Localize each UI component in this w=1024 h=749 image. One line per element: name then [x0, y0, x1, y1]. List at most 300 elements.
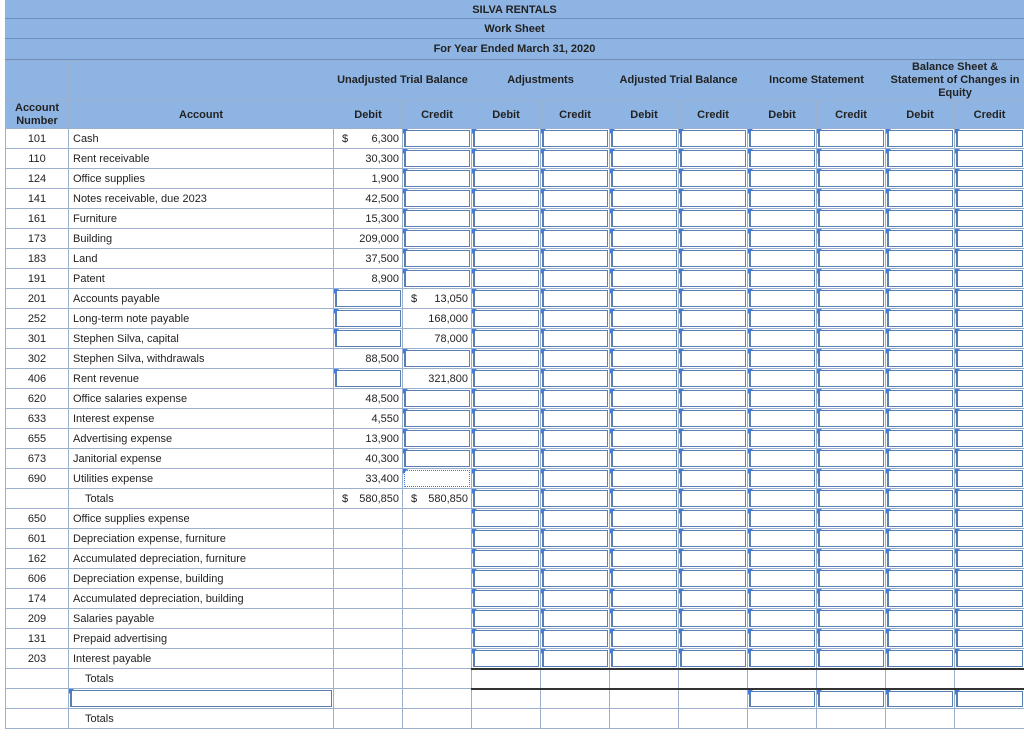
debit-input[interactable]: [472, 449, 541, 469]
credit-input[interactable]: [817, 509, 886, 529]
credit-input[interactable]: [817, 309, 886, 329]
utb-credit-input[interactable]: [403, 429, 472, 449]
debit-input[interactable]: [886, 449, 955, 469]
account-name: Rent revenue: [69, 369, 334, 389]
credit-input[interactable]: [955, 189, 1024, 209]
utb-credit-input[interactable]: [403, 189, 472, 209]
debit-input[interactable]: [748, 569, 817, 589]
debit-input[interactable]: [610, 469, 679, 489]
debit-input[interactable]: [472, 589, 541, 609]
debit-input[interactable]: [610, 189, 679, 209]
utb-credit-input[interactable]: [403, 409, 472, 429]
credit-input[interactable]: [955, 689, 1024, 709]
debit-input[interactable]: [748, 409, 817, 429]
debit-input[interactable]: [610, 529, 679, 549]
credit-input[interactable]: [679, 589, 748, 609]
credit-input[interactable]: [817, 589, 886, 609]
debit-input[interactable]: [610, 409, 679, 429]
debit-input[interactable]: [748, 389, 817, 409]
blank-cell: [403, 629, 472, 649]
table-row: [6, 569, 1024, 589]
credit-input[interactable]: [541, 469, 610, 489]
credit-input[interactable]: [955, 549, 1024, 569]
total-cell: [679, 669, 748, 689]
account-name: Advertising expense: [69, 429, 334, 449]
debit-input[interactable]: [472, 369, 541, 389]
debit-input[interactable]: [472, 129, 541, 149]
credit-input[interactable]: [817, 689, 886, 709]
total-cell: [886, 669, 955, 689]
credit-input[interactable]: [541, 329, 610, 349]
account-number: 131: [6, 629, 69, 649]
credit-input[interactable]: [817, 469, 886, 489]
debit-input[interactable]: [610, 629, 679, 649]
total-cell: [610, 669, 679, 689]
debit-input[interactable]: [748, 309, 817, 329]
total-cell: [817, 669, 886, 689]
utb-debit: [334, 349, 403, 369]
debit-input[interactable]: [472, 269, 541, 289]
credit-input[interactable]: [817, 169, 886, 189]
debit-input[interactable]: [610, 429, 679, 449]
debit-input[interactable]: [886, 529, 955, 549]
utb-credit-input[interactable]: [403, 269, 472, 289]
debit-input[interactable]: [610, 609, 679, 629]
credit-input[interactable]: [955, 589, 1024, 609]
debit-input[interactable]: [472, 349, 541, 369]
debit-input[interactable]: [610, 589, 679, 609]
credit-input[interactable]: [679, 329, 748, 349]
credit-input[interactable]: [679, 389, 748, 409]
debit-input[interactable]: [886, 249, 955, 269]
debit-input[interactable]: [472, 549, 541, 569]
credit-input[interactable]: [817, 129, 886, 149]
credit-input[interactable]: [541, 389, 610, 409]
blank-cell: [403, 609, 472, 629]
debit-input[interactable]: [610, 329, 679, 349]
debit-input[interactable]: [610, 289, 679, 309]
credit-input[interactable]: [955, 449, 1024, 469]
utb-debit: [334, 149, 403, 169]
credit-input[interactable]: [679, 149, 748, 169]
utb-credit-input[interactable]: [403, 469, 472, 489]
credit-input[interactable]: [817, 549, 886, 569]
credit-input[interactable]: [679, 289, 748, 309]
credit-header: Credit: [679, 101, 748, 129]
debit-input[interactable]: [748, 229, 817, 249]
credit-input[interactable]: [817, 189, 886, 209]
credit-input[interactable]: [955, 309, 1024, 329]
credit-input[interactable]: [817, 229, 886, 249]
debit-input[interactable]: [472, 209, 541, 229]
debit-input[interactable]: [748, 549, 817, 569]
credit-input[interactable]: [541, 129, 610, 149]
debit-input[interactable]: [748, 429, 817, 449]
debit-input[interactable]: [610, 169, 679, 189]
blank-cell: [679, 689, 748, 709]
debit-input[interactable]: [748, 349, 817, 369]
credit-input[interactable]: [679, 549, 748, 569]
debit-input[interactable]: [886, 309, 955, 329]
credit-input[interactable]: [679, 369, 748, 389]
credit-input[interactable]: [817, 269, 886, 289]
credit-input[interactable]: [955, 249, 1024, 269]
utb-debit: [334, 389, 403, 409]
blank-cell: [334, 549, 403, 569]
credit-input[interactable]: [955, 269, 1024, 289]
credit-input[interactable]: [955, 329, 1024, 349]
credit-input[interactable]: [541, 489, 610, 509]
debit-input[interactable]: [610, 569, 679, 589]
credit-input[interactable]: [679, 489, 748, 509]
credit-input[interactable]: [679, 409, 748, 429]
credit-input[interactable]: [817, 249, 886, 269]
debit-input[interactable]: [748, 609, 817, 629]
credit-input[interactable]: [817, 529, 886, 549]
credit-input[interactable]: [955, 469, 1024, 489]
credit-input[interactable]: [955, 149, 1024, 169]
debit-input[interactable]: [886, 429, 955, 449]
credit-input[interactable]: [541, 449, 610, 469]
debit-input[interactable]: [748, 249, 817, 269]
blank-cell: [403, 589, 472, 609]
debit-input[interactable]: [886, 329, 955, 349]
utb-credit-input[interactable]: [403, 349, 472, 369]
account-number: 174: [6, 589, 69, 609]
account-number: 606: [6, 569, 69, 589]
credit-input[interactable]: [679, 469, 748, 489]
account-name: Land: [69, 249, 334, 269]
debit-input[interactable]: [748, 469, 817, 489]
debit-input[interactable]: [886, 289, 955, 309]
credit-input[interactable]: [817, 569, 886, 589]
group-header: Adjusted Trial Balance: [610, 61, 748, 101]
debit-input[interactable]: [472, 429, 541, 449]
credit-input[interactable]: [679, 609, 748, 629]
debit-input[interactable]: [472, 569, 541, 589]
blank-cell: [334, 529, 403, 549]
account-name: Office supplies: [69, 169, 334, 189]
credit-input[interactable]: [541, 509, 610, 529]
debit-input[interactable]: [472, 509, 541, 529]
utb-debit: [334, 249, 403, 269]
credit-input[interactable]: [541, 209, 610, 229]
credit-input[interactable]: [679, 169, 748, 189]
credit-input[interactable]: [679, 349, 748, 369]
debit-input[interactable]: [610, 349, 679, 369]
credit-input[interactable]: [541, 629, 610, 649]
blank-cell: [403, 649, 472, 669]
debit-input[interactable]: [886, 609, 955, 629]
utb-debit: [334, 189, 403, 209]
credit-input[interactable]: [541, 569, 610, 589]
utb-credit-input[interactable]: [403, 249, 472, 269]
credit-input[interactable]: [955, 529, 1024, 549]
amount: 209,000: [359, 232, 399, 245]
blank-cell: [6, 489, 69, 509]
debit-input[interactable]: [886, 209, 955, 229]
account-number: 633: [6, 409, 69, 429]
debit-input[interactable]: [610, 129, 679, 149]
credit-input[interactable]: [817, 629, 886, 649]
debit-input[interactable]: [886, 129, 955, 149]
debit-input[interactable]: [748, 689, 817, 709]
credit-input[interactable]: [955, 289, 1024, 309]
credit-input[interactable]: [679, 429, 748, 449]
account-name: Office supplies expense: [69, 509, 334, 529]
account-name: Interest expense: [69, 409, 334, 429]
debit-input[interactable]: [886, 409, 955, 429]
credit-input[interactable]: [955, 349, 1024, 369]
debit-input[interactable]: [610, 649, 679, 669]
credit-input[interactable]: [541, 429, 610, 449]
debit-input[interactable]: [472, 409, 541, 429]
account-name: Stephen Silva, capital: [69, 329, 334, 349]
blank-cell: [6, 669, 69, 689]
blank-cell: [6, 709, 69, 729]
credit-input[interactable]: [817, 649, 886, 669]
credit-input[interactable]: [817, 409, 886, 429]
credit-input[interactable]: [955, 129, 1024, 149]
debit-input[interactable]: [472, 189, 541, 209]
credit-input[interactable]: [541, 289, 610, 309]
debit-input[interactable]: [748, 169, 817, 189]
utb-debit-input[interactable]: [334, 369, 403, 389]
credit-input[interactable]: [541, 309, 610, 329]
credit-input[interactable]: [955, 209, 1024, 229]
credit-input[interactable]: [817, 449, 886, 469]
table-row: [6, 549, 1024, 569]
credit-input[interactable]: [679, 569, 748, 589]
debit-input[interactable]: [886, 629, 955, 649]
credit-input[interactable]: [679, 449, 748, 469]
credit-input[interactable]: [955, 629, 1024, 649]
debit-input[interactable]: [472, 229, 541, 249]
credit-input[interactable]: [817, 349, 886, 369]
credit-input[interactable]: [541, 549, 610, 569]
table-row: [6, 649, 1024, 669]
table-row: [6, 389, 1024, 409]
debit-input[interactable]: [610, 149, 679, 169]
debit-input[interactable]: [748, 269, 817, 289]
credit-input[interactable]: [541, 249, 610, 269]
debit-input[interactable]: [610, 449, 679, 469]
debit-input[interactable]: [472, 329, 541, 349]
debit-input[interactable]: [610, 269, 679, 289]
account-name: Accounts payable: [69, 289, 334, 309]
debit-input[interactable]: [610, 249, 679, 269]
credit-input[interactable]: [541, 609, 610, 629]
credit-input[interactable]: [955, 569, 1024, 589]
debit-input[interactable]: [748, 149, 817, 169]
account-number: 173: [6, 229, 69, 249]
credit-input[interactable]: [817, 429, 886, 449]
credit-input[interactable]: [541, 409, 610, 429]
credit-input[interactable]: [955, 489, 1024, 509]
credit-input[interactable]: [955, 169, 1024, 189]
credit-input[interactable]: [679, 189, 748, 209]
debit-input[interactable]: [472, 309, 541, 329]
credit-input[interactable]: [955, 509, 1024, 529]
utb-debit-input[interactable]: [334, 329, 403, 349]
debit-input[interactable]: [472, 629, 541, 649]
debit-input[interactable]: [886, 489, 955, 509]
utb-debit: [334, 429, 403, 449]
credit-input[interactable]: [679, 309, 748, 329]
credit-input[interactable]: [679, 649, 748, 669]
debit-input[interactable]: [748, 129, 817, 149]
debit-input[interactable]: [886, 389, 955, 409]
credit-input[interactable]: [541, 189, 610, 209]
credit-input[interactable]: [541, 169, 610, 189]
amount: 1,900: [371, 172, 399, 185]
credit-input[interactable]: [817, 289, 886, 309]
utb-debit-input[interactable]: [334, 289, 403, 309]
debit-input[interactable]: [610, 549, 679, 569]
credit-input[interactable]: [955, 389, 1024, 409]
final-total-cell: [886, 709, 955, 729]
credit-input[interactable]: [541, 269, 610, 289]
debit-input[interactable]: [886, 349, 955, 369]
credit-input[interactable]: [817, 149, 886, 169]
credit-input[interactable]: [541, 369, 610, 389]
debit-input[interactable]: [886, 549, 955, 569]
group-header: Income Statement: [748, 61, 886, 101]
utb-credit-input[interactable]: [403, 229, 472, 249]
debit-input[interactable]: [472, 529, 541, 549]
debit-input[interactable]: [748, 489, 817, 509]
credit-input[interactable]: [679, 529, 748, 549]
account-number: 209: [6, 609, 69, 629]
debit-input[interactable]: [748, 529, 817, 549]
utb-credit-input[interactable]: [403, 129, 472, 149]
account-number: 252: [6, 309, 69, 329]
account-name: Utilities expense: [69, 469, 334, 489]
credit-input[interactable]: [679, 249, 748, 269]
credit-input[interactable]: [955, 369, 1024, 389]
utb-debit: [334, 229, 403, 249]
debit-input[interactable]: [748, 509, 817, 529]
credit-input[interactable]: [955, 229, 1024, 249]
utb-debit: [334, 129, 403, 149]
debit-input[interactable]: [748, 209, 817, 229]
debit-input[interactable]: [472, 609, 541, 629]
credit-input[interactable]: [955, 429, 1024, 449]
credit-input[interactable]: [679, 629, 748, 649]
debit-input[interactable]: [748, 449, 817, 469]
credit-input[interactable]: [817, 489, 886, 509]
debit-input[interactable]: [472, 489, 541, 509]
table-row: [6, 529, 1024, 549]
debit-input[interactable]: [886, 189, 955, 209]
debit-input[interactable]: [610, 369, 679, 389]
credit-input[interactable]: [541, 529, 610, 549]
credit-input[interactable]: [541, 589, 610, 609]
debit-input[interactable]: [472, 289, 541, 309]
credit-input[interactable]: [541, 349, 610, 369]
dollar-sign: $: [342, 492, 349, 505]
debit-input[interactable]: [886, 229, 955, 249]
debit-input[interactable]: [886, 649, 955, 669]
debit-input[interactable]: [610, 389, 679, 409]
worksheet-table: [5, 60, 1024, 729]
utb-credit-input[interactable]: [403, 209, 472, 229]
totals-label: Totals: [69, 669, 334, 689]
credit-input[interactable]: [679, 509, 748, 529]
table-row: [6, 369, 1024, 389]
blank-cell: [610, 689, 679, 709]
debit-input[interactable]: [610, 229, 679, 249]
debit-input[interactable]: [886, 269, 955, 289]
debit-input[interactable]: [886, 589, 955, 609]
credit-input[interactable]: [679, 209, 748, 229]
credit-input[interactable]: [817, 329, 886, 349]
utb-debit-input[interactable]: [334, 309, 403, 329]
debit-input[interactable]: [748, 289, 817, 309]
debit-input[interactable]: [748, 329, 817, 349]
debit-input[interactable]: [886, 149, 955, 169]
blank-cell: [472, 709, 541, 729]
debit-input[interactable]: [472, 169, 541, 189]
credit-input[interactable]: [817, 369, 886, 389]
account-name: Cash: [69, 129, 334, 149]
credit-input[interactable]: [679, 129, 748, 149]
debit-input[interactable]: [886, 369, 955, 389]
credit-input[interactable]: [955, 609, 1024, 629]
debit-input[interactable]: [748, 649, 817, 669]
debit-input[interactable]: [610, 509, 679, 529]
credit-input[interactable]: [679, 269, 748, 289]
credit-input[interactable]: [541, 149, 610, 169]
debit-input[interactable]: [886, 569, 955, 589]
utb-credit-input[interactable]: [403, 389, 472, 409]
debit-input[interactable]: [886, 169, 955, 189]
debit-input[interactable]: [886, 689, 955, 709]
debit-input[interactable]: [472, 249, 541, 269]
debit-input[interactable]: [610, 489, 679, 509]
credit-input[interactable]: [955, 649, 1024, 669]
blank-cell: [403, 669, 472, 689]
utb-totals-label: Totals: [69, 489, 334, 509]
debit-input[interactable]: [472, 649, 541, 669]
utb-credit-input[interactable]: [403, 449, 472, 469]
credit-input[interactable]: [679, 229, 748, 249]
debit-input[interactable]: [748, 369, 817, 389]
credit-input[interactable]: [955, 409, 1024, 429]
utb-credit-input[interactable]: [403, 169, 472, 189]
account-name: Office salaries expense: [69, 389, 334, 409]
credit-input[interactable]: [817, 609, 886, 629]
debit-input[interactable]: [472, 149, 541, 169]
net-income-label-input[interactable]: [69, 689, 334, 709]
debit-input[interactable]: [886, 469, 955, 489]
debit-input[interactable]: [748, 589, 817, 609]
debit-input[interactable]: [748, 189, 817, 209]
debit-input[interactable]: [610, 209, 679, 229]
credit-input[interactable]: [541, 649, 610, 669]
debit-input[interactable]: [472, 389, 541, 409]
debit-input[interactable]: [748, 629, 817, 649]
utb-credit-input[interactable]: [403, 149, 472, 169]
amount: 321,800: [428, 372, 469, 385]
debit-input[interactable]: [610, 309, 679, 329]
debit-input[interactable]: [472, 469, 541, 489]
debit-input[interactable]: [886, 509, 955, 529]
credit-input[interactable]: [817, 209, 886, 229]
total-cell: [541, 669, 610, 689]
credit-input[interactable]: [541, 229, 610, 249]
credit-input[interactable]: [817, 389, 886, 409]
